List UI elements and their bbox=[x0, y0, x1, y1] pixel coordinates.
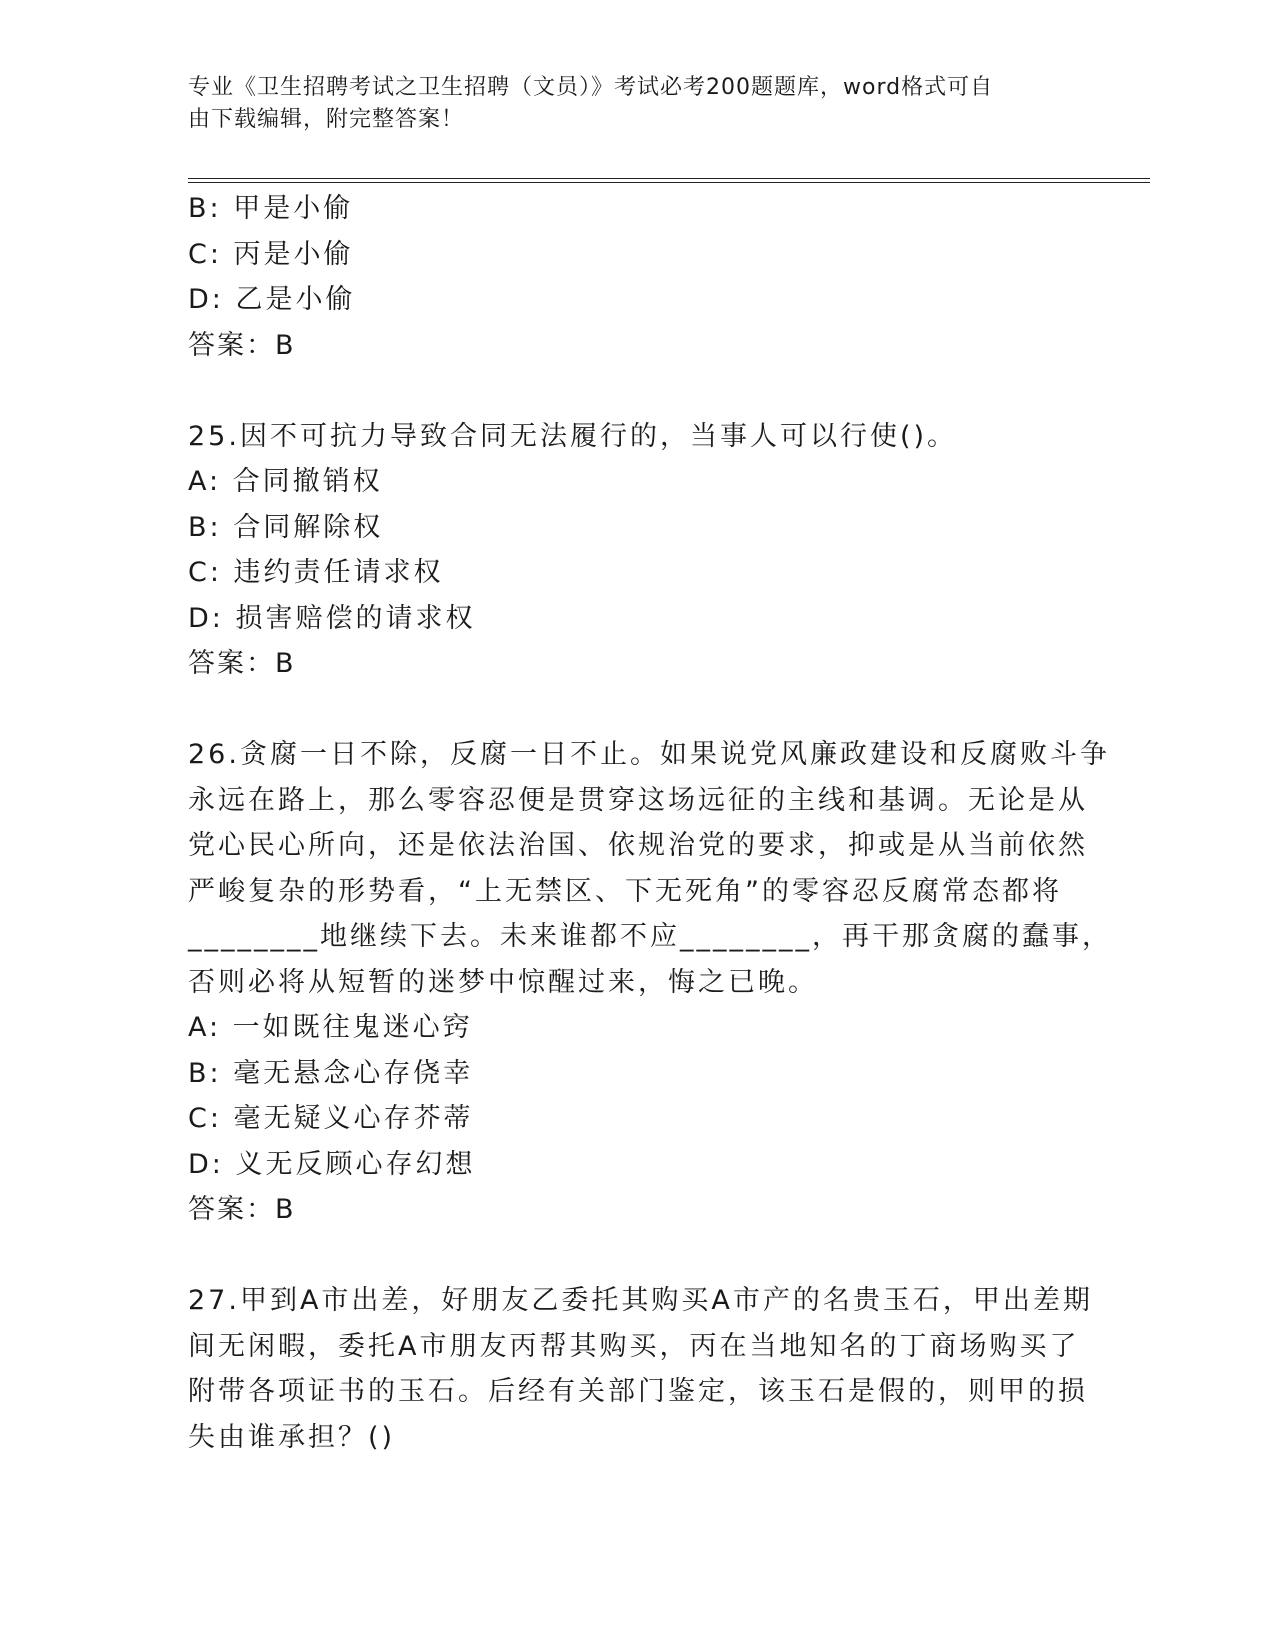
q26-stem-line: 严峻复杂的形势看，“上无禁区、下无死角”的零容忍反腐常态都将 bbox=[188, 875, 1062, 907]
question-content bbox=[188, 186, 1112, 1460]
q26-stem-line: ________地继续下去。未来谁都不应________，再干那贪腐的蠢事， bbox=[188, 921, 1112, 952]
q27-stem-line: 间无闲暇，委托A市朋友丙帮其购买，丙在当地知名的丁商场购买了 bbox=[188, 1330, 1080, 1362]
q25-answer: 答案：B bbox=[188, 648, 296, 679]
header-rule-top bbox=[188, 178, 1150, 179]
header-line-2: 由下载编辑，附完整答案！ bbox=[188, 107, 465, 132]
q25-option-c: C: 违约责任请求权 bbox=[188, 557, 444, 588]
spacer bbox=[188, 687, 1088, 733]
q26-stem-line: 永远在路上，那么零容忍便是贯穿这场远征的主线和基调。无论是从 bbox=[188, 784, 1088, 816]
header-line-1: 专业《卫生招聘考试之卫生招聘（文员）》考试必考200题题库，word格式可自 bbox=[188, 75, 994, 100]
spacer bbox=[188, 1233, 1088, 1279]
document-header bbox=[188, 72, 1088, 136]
q24-option-d: D: 乙是小偷 bbox=[188, 284, 356, 315]
q24-answer: 答案：B bbox=[188, 329, 296, 361]
q26-stem-line: 党心民心所向，还是依法治国、依规治党的要求，抑或是从当前依然 bbox=[188, 830, 1088, 861]
q25-option-b: B: 合同解除权 bbox=[188, 511, 384, 543]
q26-option-d: D: 义无反顾心存幻想 bbox=[188, 1148, 476, 1180]
q26-option-c: C: 毫无疑义心存芥蒂 bbox=[188, 1103, 474, 1134]
q25-stem: 25.因不可抗力导致合同无法履行的，当事人可以行使()。 bbox=[188, 420, 958, 452]
q24-option-b: B: 甲是小偷 bbox=[188, 193, 354, 224]
q26-option-b: B: 毫无悬念心存侥幸 bbox=[188, 1057, 474, 1089]
q26-option-a: A: 一如既往鬼迷心窍 bbox=[188, 1012, 473, 1043]
q26-stem-line: 26.贪腐一日不除，反腐一日不止。如果说党风廉政建设和反腐败斗争 bbox=[188, 739, 1110, 770]
q25-option-a: A: 合同撤销权 bbox=[188, 466, 383, 497]
q27-stem-line: 27.甲到A市出差，好朋友乙委托其购买A市产的名贵玉石，甲出差期 bbox=[188, 1285, 1093, 1316]
header-rule-bottom bbox=[188, 182, 1150, 183]
q27-stem-line: 失由谁承担？() bbox=[188, 1421, 396, 1453]
q25-option-d: D: 损害赔偿的请求权 bbox=[188, 602, 476, 634]
q24-option-c: C: 丙是小偷 bbox=[188, 238, 354, 270]
q27-stem-line: 附带各项证书的玉石。后经有关部门鉴定，该玉石是假的，则甲的损 bbox=[188, 1376, 1088, 1407]
spacer bbox=[188, 368, 1088, 414]
q26-answer: 答案：B bbox=[188, 1194, 296, 1225]
q26-stem-line: 否则必将从短暂的迷梦中惊醒过来，悔之已晚。 bbox=[188, 966, 818, 998]
